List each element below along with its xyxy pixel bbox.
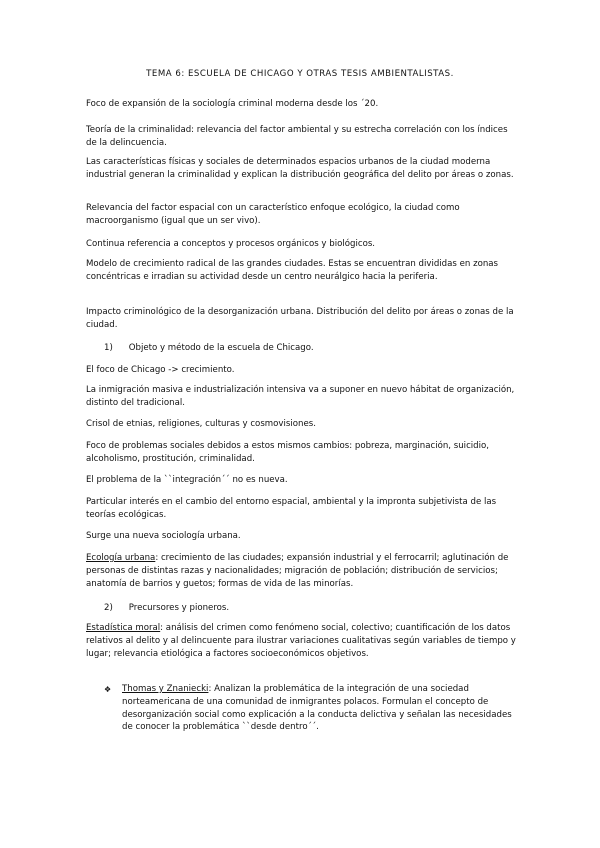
section-heading-objeto-metodo — [104, 342, 314, 355]
paragraph-teoria-criminalidad: Teoría de la criminalidad: relevancia del factor ambiental y su estrecha correlación con los índices de la delincuencia. — [86, 125, 508, 148]
paragraph-modelo-crecimiento: Modelo de crecimiento radical de las grandes ciudades. Estas se encuentran divididas en zonas concéntricas e irradian su actividad desde un centro neurálgico hacia la periferia. — [86, 259, 499, 282]
estadistica-text: : análisis del crimen como fenómeno social, colectivo; cuantificación de los datos relativos al delito y al delincuente para ilustrar variaciones cualitativas según variables de tiempo y lugar; relevancia etiológica a factores socioeconómicos objetivos. — [86, 623, 516, 659]
section-heading-precursores — [104, 602, 229, 615]
term-estadistica-moral: Estadística moral — [86, 623, 161, 633]
paragraph-referencia-organica: Continua referencia a conceptos y procesos orgánicos y biológicos. — [86, 239, 376, 249]
paragraph-entorno-espacial: Particular interés en el cambio del entorno espacial, ambiental y la impronta subjetivista de las teorías ecológicas. — [86, 497, 497, 520]
paragraph-factor-espacial: Relevancia del factor espacial con un característico enfoque ecológico, la ciudad como macroorganismo (igual que un ser vivo). — [86, 203, 460, 226]
paragraph-foco-expansion: Foco de expansión de la sociología criminal moderna desde los ´20. — [86, 99, 379, 109]
paragraph-ecologia-urbana — [86, 552, 516, 590]
ecologia-text: : crecimiento de las ciudades; expansión industrial y el ferrocarril; aglutinación de personas de distintas razas y nacionalidades; migración de población; distribución de servicios; anatomía de barrios y guetos; formas de vida de las minorías. — [86, 553, 509, 589]
section-number: 2) — [104, 603, 113, 613]
bullet-diamond-icon: ❖ — [104, 685, 112, 694]
paragraph-crisol: Crisol de etnias, religiones, culturas y cosmovisiones. — [86, 419, 316, 429]
section-number: 1) — [104, 343, 113, 353]
section-heading-text: Objeto y método de la escuela de Chicago. — [128, 343, 314, 353]
paragraph-integracion: El problema de la ``integración´´ no es nueva. — [86, 475, 288, 485]
document-title: TEMA 6: ESCUELA DE CHICAGO Y OTRAS TESIS AMBIENTALISTAS. — [146, 69, 454, 79]
paragraph-problemas-sociales: Foco de problemas sociales debidos a estos mismos cambios: pobreza, marginación, suicidio, alcoholismo, prostitución, criminalidad. — [86, 441, 490, 464]
bullet-thomas-znaniecki — [122, 683, 518, 734]
term-ecologia-urbana: Ecología urbana — [86, 553, 156, 563]
section-heading-text: Precursores y pioneros. — [128, 603, 230, 613]
bullet-text: : Analizan la problemática de la integración de una sociedad norteamericana de una comunidad de inmigrantes polacos. Formulan el concepto de desorganización social como explicación a la conducta delictiva y señalan las necesidades de conocer la problemática ``desde dentro´´. — [122, 684, 512, 733]
paragraph-inmigracion: La inmigración masiva e industrialización intensiva va a suponer en nuevo hábitat de organización, distinto del tradicional. — [86, 385, 515, 408]
paragraph-estadistica-moral — [86, 622, 516, 660]
paragraph-sociologia-urbana: Surge una nueva sociología urbana. — [86, 531, 241, 541]
paragraph-foco-chicago: El foco de Chicago -> crecimiento. — [86, 365, 235, 375]
paragraph-caracteristicas: Las características físicas y sociales de determinados espacios urbanos de la ciudad moderna industrial generan la criminalidad y explican la distribución geográfica del delito por áreas o zonas. — [86, 157, 514, 180]
term-thomas-znaniecki: Thomas y Znaniecki — [122, 684, 209, 694]
paragraph-impacto: Impacto criminológico de la desorganización urbana. Distribución del delito por áreas o zonas de la ciudad. — [86, 307, 514, 330]
